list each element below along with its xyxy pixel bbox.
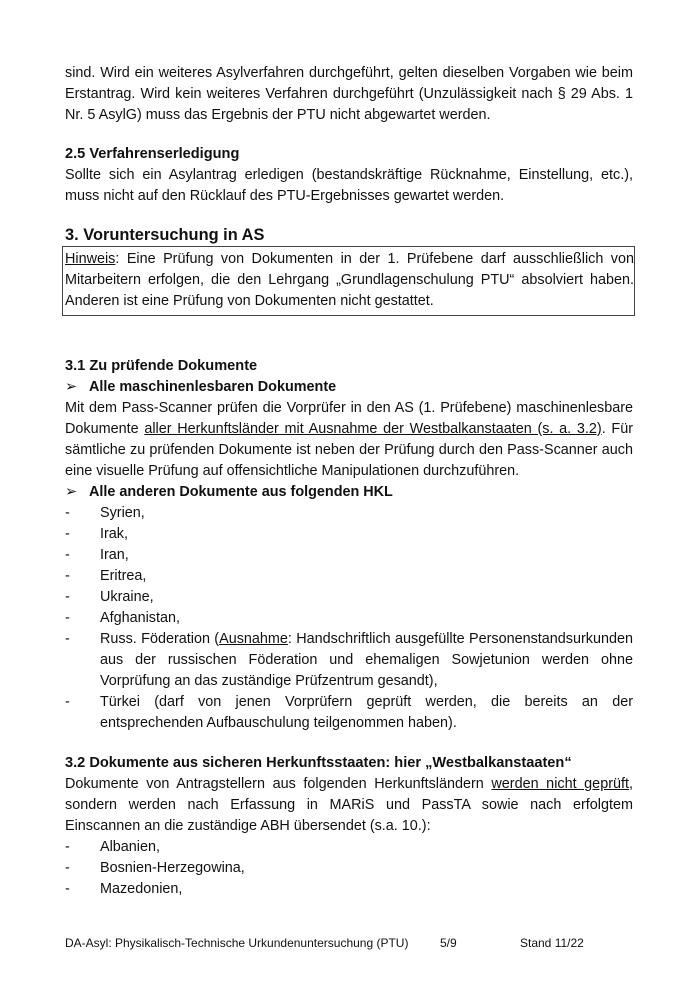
arrow-bullet-icon: ➢ (65, 379, 78, 395)
hkl-country-list (65, 503, 633, 734)
arrow-bullet-icon: ➢ (65, 484, 78, 500)
section-3-2-paragraph (65, 774, 633, 837)
russia-item-text (100, 629, 633, 692)
notice-label: Hinweis (65, 251, 116, 267)
list-item (65, 545, 633, 566)
page-footer (65, 934, 633, 952)
dash-marker: - (65, 568, 70, 584)
section-3-2-underlined: werden nicht geprüft (491, 776, 629, 792)
notice-paragraph (65, 249, 634, 312)
page-content (65, 63, 633, 900)
dash-marker: - (65, 526, 70, 542)
list-item (65, 629, 633, 692)
dash-marker: - (65, 589, 70, 605)
continuation-paragraph: sind. Wird ein weiteres Asylverfahren durchgeführt, gelten dieselben Vorgaben wie beim Erstantrag. Wird kein weiteres Verfahren durchgeführt (Unzulässigkeit nach § 29 Abs. 1 Nr. 5 AsylG) muss das Ergebnis der PTU nicht abgewartet werden. (65, 65, 633, 123)
footer-title: DA-Asyl: Physikalisch-Technische Urkundenuntersuchung (PTU) (65, 936, 409, 950)
section-3-1-paragraph (65, 398, 633, 482)
bullet-other-documents (65, 482, 633, 503)
russia-exception-label: Ausnahme (219, 631, 288, 647)
bullet-other-documents-text: Alle anderen Dokumente aus folgenden HKL (89, 484, 393, 500)
list-item (65, 837, 633, 858)
country-name: Iran, (100, 547, 129, 563)
notice-text: : Eine Prüfung von Dokumenten in der 1. Prüfebene darf ausschließlich von Mitarbeitern erfolgen, die den Lehrgang „Grundlagenschulung PTU“ absolviert haben. Anderen ist eine Prüfung von Dokumenten nicht gestattet. (65, 251, 634, 309)
footer-stand: Stand 11/22 (520, 936, 584, 950)
russia-exception-text: : Handschriftlich ausgefüllte Personenstandsurkunden aus der russischen Föderation und ehemaligen Sowjetunion werden ohne Vorprüfung an das zuständige Prüfzentrum gesandt), (100, 631, 634, 689)
section-3-1-text-a: Mit dem Pass-Scanner prüfen die Vorprüfer in den AS (1. Prüfebene) maschinenlesbare Dokumente (65, 400, 633, 437)
westbalkan-country-list (65, 837, 633, 900)
russia-prefix: Russ. Föderation ( (100, 631, 220, 647)
list-item (65, 608, 633, 629)
country-name: Irak, (100, 526, 128, 542)
country-name: Ukraine, (100, 589, 154, 605)
section-3-2-text-b: , sondern werden nach Erfassung in MARiS und PassTA sowie nach erfolgtem Einscannen an die zuständige ABH übersendet (s.a. 10.): (65, 776, 633, 834)
list-item (65, 503, 633, 524)
section-3-1-text-b: . Für sämtliche zu prüfenden Dokumente ist neben der Prüfung durch den Pass-Scanner auch eine visuelle Prüfung auf offensichtliche Manipulationen durchzuführen. (65, 421, 633, 479)
section-2-5-text: Sollte sich ein Asylantrag erledigen (bestandskräftige Rücknahme, Einstellung, etc.), muss nicht auf den Rücklauf des PTU-Ergebnisses gewartet werden. (65, 167, 633, 204)
dash-marker: - (65, 610, 70, 626)
list-item (65, 879, 633, 900)
list-item (65, 587, 633, 608)
country-name: Eritrea, (100, 568, 147, 584)
footer-page-number: 5/9 (440, 936, 457, 950)
turkey-item-text: Türkei (darf von jenen Vorprüfern geprüft werden, die bereits an der entsprechenden Aufbauschulung teilgenommen haben). (100, 694, 633, 731)
dash-marker: - (65, 860, 70, 876)
dash-marker: - (65, 631, 70, 647)
section-3-1-heading: 3.1 Zu prüfende Dokumente (65, 358, 258, 374)
country-name: Bosnien-Herzegowina, (100, 860, 245, 876)
section-3-2-text-a: Dokumente von Antragstellern aus folgenden Herkunftsländern (65, 776, 492, 792)
list-item (65, 524, 633, 545)
section-2-5-heading: 2.5 Verfahrenserledigung (65, 146, 240, 162)
dash-marker: - (65, 839, 70, 855)
notice-box (62, 246, 635, 316)
section-3-1-underlined: aller Herkunftsländer mit Ausnahme der Westbalkanstaaten (s. a. 3.2) (144, 421, 602, 437)
dash-marker: - (65, 505, 70, 521)
section-3-heading: 3. Voruntersuchung in AS (65, 226, 265, 244)
country-name: Mazedonien, (100, 881, 183, 897)
bullet-machine-readable (65, 377, 633, 398)
list-item (65, 692, 633, 734)
country-name: Afghanistan, (100, 610, 181, 626)
section-3-2-heading: 3.2 Dokumente aus sicheren Herkunftsstaaten: hier „Westbalkanstaaten“ (65, 755, 572, 771)
country-name: Syrien, (100, 505, 145, 521)
dash-marker: - (65, 694, 70, 710)
country-name: Albanien, (100, 839, 161, 855)
bullet-machine-readable-text: Alle maschinenlesbaren Dokumente (89, 379, 337, 395)
dash-marker: - (65, 881, 70, 897)
list-item (65, 858, 633, 879)
dash-marker: - (65, 547, 70, 563)
list-item (65, 566, 633, 587)
